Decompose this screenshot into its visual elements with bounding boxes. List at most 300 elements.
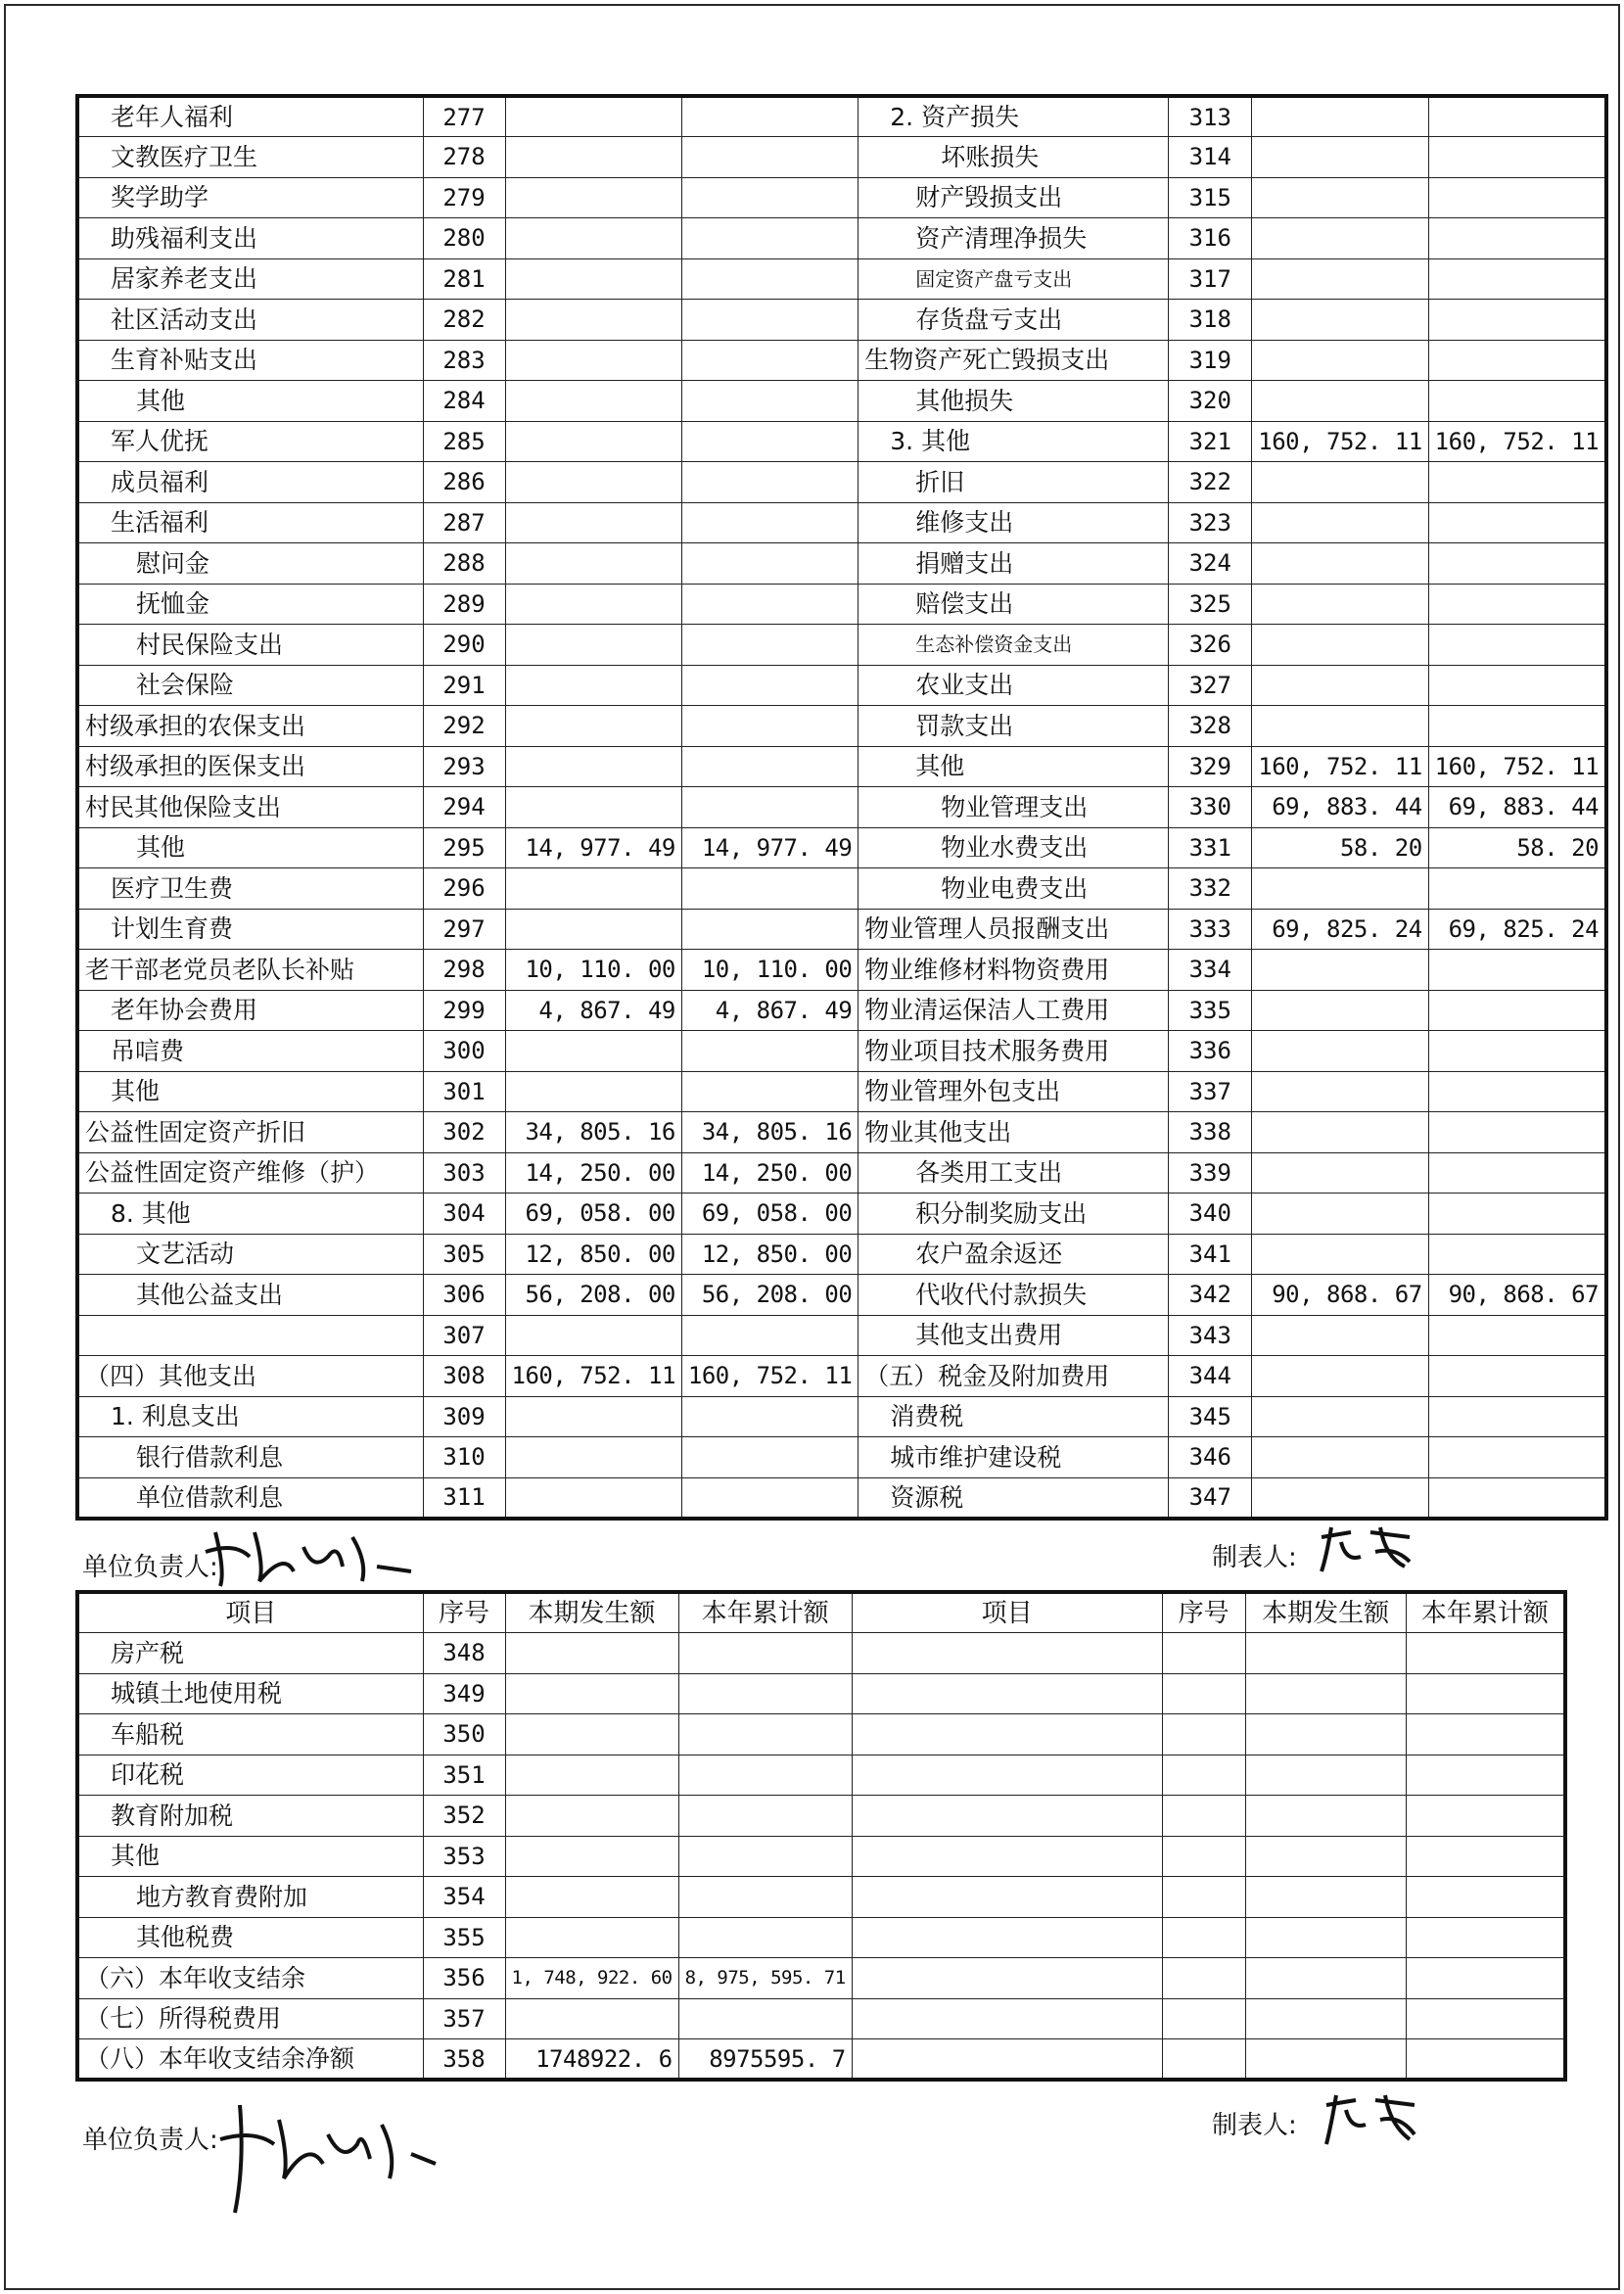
row-number: 282 <box>423 300 505 341</box>
item-name: 物业管理外包支出 <box>858 1071 1169 1112</box>
ytd-amount <box>1428 1031 1606 1072</box>
item-name: 公益性固定资产折旧 <box>77 1112 423 1153</box>
item-name: 消费税 <box>858 1396 1169 1437</box>
ytd-amount: 14, 250. 00 <box>681 1152 858 1194</box>
ytd-amount <box>1428 950 1606 991</box>
item-name: 赔偿支出 <box>858 584 1169 625</box>
table-row <box>77 1112 1606 1153</box>
current-amount: 1748922. 6 <box>505 2039 678 2081</box>
current-amount <box>1252 300 1428 341</box>
current-amount <box>1252 584 1428 625</box>
item-name: 印花税 <box>77 1755 423 1796</box>
row-number: 283 <box>423 340 505 381</box>
ytd-amount <box>681 1315 858 1356</box>
item-name: 坏账损失 <box>858 137 1169 178</box>
row-number: 337 <box>1169 1071 1252 1112</box>
row-number: 314 <box>1169 137 1252 178</box>
empty-cell <box>1162 1673 1245 1714</box>
item-name: 2. 资产损失 <box>858 96 1169 137</box>
responsible-signature-1 <box>196 1513 421 1591</box>
current-amount <box>1252 1437 1428 1478</box>
empty-cell <box>1245 1836 1406 1877</box>
current-amount <box>1252 1194 1428 1235</box>
item-name: 物业管理人员报酬支出 <box>858 909 1169 950</box>
ytd-amount <box>678 1755 852 1796</box>
current-amount: 69, 825. 24 <box>1252 909 1428 950</box>
empty-cell <box>1162 1796 1245 1837</box>
row-number: 298 <box>423 950 505 991</box>
table-row <box>77 706 1606 747</box>
empty-cell <box>852 1836 1162 1877</box>
item-name: 8. 其他 <box>77 1194 423 1235</box>
current-amount <box>505 1477 681 1519</box>
current-amount <box>505 300 681 341</box>
table-row <box>77 137 1606 178</box>
table-row <box>77 1755 1565 1796</box>
table-row <box>77 502 1606 543</box>
row-number: 354 <box>423 1877 505 1918</box>
ytd-amount <box>1428 340 1606 381</box>
ytd-amount <box>678 1917 852 1958</box>
table-row <box>77 1998 1565 2039</box>
current-amount <box>1252 868 1428 910</box>
current-amount <box>1252 340 1428 381</box>
row-number: 330 <box>1169 787 1252 828</box>
current-amount <box>505 96 681 137</box>
ytd-amount <box>681 421 858 462</box>
row-number: 287 <box>423 502 505 543</box>
row-number: 324 <box>1169 543 1252 585</box>
current-amount <box>505 909 681 950</box>
ytd-amount: 69, 883. 44 <box>1428 787 1606 828</box>
item-name: 罚款支出 <box>858 706 1169 747</box>
item-name: 积分制奖励支出 <box>858 1194 1169 1235</box>
ytd-amount <box>678 1998 852 2039</box>
table-row <box>77 340 1606 381</box>
ytd-amount <box>1428 137 1606 178</box>
empty-cell <box>1245 1714 1406 1756</box>
empty-cell <box>1162 1917 1245 1958</box>
responsible-label-1: 单位负责人: <box>82 1553 218 1582</box>
ytd-amount <box>681 258 858 300</box>
row-number: 347 <box>1169 1477 1252 1519</box>
current-amount <box>505 177 681 218</box>
item-name: 公益性固定资产维修（护） <box>77 1152 423 1194</box>
ytd-amount <box>1428 1071 1606 1112</box>
ytd-amount: 90, 868. 67 <box>1428 1275 1606 1316</box>
ytd-amount: 4, 867. 49 <box>681 990 858 1031</box>
empty-cell <box>1245 1877 1406 1918</box>
ytd-amount <box>678 1633 852 1674</box>
table-row <box>77 1152 1606 1194</box>
ytd-amount <box>1428 1477 1606 1519</box>
row-number: 349 <box>423 1673 505 1714</box>
item-name: 城市维护建设税 <box>858 1437 1169 1478</box>
ytd-amount <box>1428 1356 1606 1397</box>
current-amount: 56, 208. 00 <box>505 1275 681 1316</box>
table-row <box>77 1031 1606 1072</box>
ytd-amount <box>681 909 858 950</box>
table-row <box>77 1633 1565 1674</box>
empty-cell <box>1406 1633 1565 1674</box>
current-amount <box>1252 502 1428 543</box>
row-number: 309 <box>423 1396 505 1437</box>
row-number: 278 <box>423 137 505 178</box>
ytd-amount <box>1428 543 1606 585</box>
ytd-amount: 69, 825. 24 <box>1428 909 1606 950</box>
current-amount <box>505 218 681 259</box>
table-row <box>77 1071 1606 1112</box>
empty-cell <box>1406 1755 1565 1796</box>
row-number: 319 <box>1169 340 1252 381</box>
row-number: 300 <box>423 1031 505 1072</box>
item-name: 物业维修材料物资费用 <box>858 950 1169 991</box>
current-amount <box>1252 1071 1428 1112</box>
empty-cell <box>852 1755 1162 1796</box>
current-amount <box>1252 177 1428 218</box>
table-row <box>77 1917 1565 1958</box>
item-name: 物业电费支出 <box>858 868 1169 910</box>
current-amount: 160, 752. 11 <box>1252 421 1428 462</box>
empty-cell <box>1245 1958 1406 1999</box>
current-amount <box>505 258 681 300</box>
row-number: 357 <box>423 1998 505 2039</box>
empty-cell <box>852 1714 1162 1756</box>
current-amount <box>505 1998 678 2039</box>
item-name: 物业清运保洁人工费用 <box>858 990 1169 1031</box>
empty-cell <box>852 1958 1162 1999</box>
current-amount: 14, 977. 49 <box>505 827 681 868</box>
ytd-amount <box>681 1396 858 1437</box>
current-amount <box>1252 990 1428 1031</box>
empty-cell <box>1406 1714 1565 1756</box>
ytd-amount <box>1428 300 1606 341</box>
empty-cell <box>852 1917 1162 1958</box>
item-name: （五）税金及附加费用 <box>858 1356 1169 1397</box>
row-number: 335 <box>1169 990 1252 1031</box>
empty-cell <box>1245 2039 1406 2081</box>
ytd-amount: 160, 752. 11 <box>1428 421 1606 462</box>
current-amount <box>1252 1315 1428 1356</box>
empty-cell <box>1406 1998 1565 2039</box>
ytd-amount: 160, 752. 11 <box>681 1356 858 1397</box>
ytd-amount <box>1428 177 1606 218</box>
ytd-amount <box>681 625 858 666</box>
table-row <box>77 1194 1606 1235</box>
row-number: 290 <box>423 625 505 666</box>
current-amount <box>505 381 681 422</box>
item-name: 单位借款利息 <box>77 1477 423 1519</box>
current-amount <box>505 584 681 625</box>
ytd-amount <box>681 1071 858 1112</box>
ytd-amount <box>1428 584 1606 625</box>
ytd-amount <box>1428 665 1606 706</box>
ytd-amount <box>681 96 858 137</box>
table-row <box>77 868 1606 910</box>
item-name: 房产税 <box>77 1633 423 1674</box>
ytd-amount <box>1428 1194 1606 1235</box>
ytd-amount <box>681 1031 858 1072</box>
empty-cell <box>1245 1633 1406 1674</box>
row-number: 351 <box>423 1755 505 1796</box>
empty-cell <box>1245 1917 1406 1958</box>
item-name: 军人优抚 <box>77 421 423 462</box>
current-amount <box>505 1673 678 1714</box>
item-name: 物业项目技术服务费用 <box>858 1031 1169 1072</box>
table-row <box>77 1877 1565 1918</box>
item-name: 其他 <box>858 746 1169 787</box>
current-amount <box>505 1836 678 1877</box>
empty-cell <box>1406 2039 1565 2081</box>
responsible-label-2: 单位负责人: <box>82 2126 218 2155</box>
item-name: 车船税 <box>77 1714 423 1756</box>
row-number: 291 <box>423 665 505 706</box>
ytd-amount: 8975595. 7 <box>678 2039 852 2081</box>
row-number: 315 <box>1169 177 1252 218</box>
item-name: 物业管理支出 <box>858 787 1169 828</box>
row-number: 320 <box>1169 381 1252 422</box>
current-amount <box>505 1633 678 1674</box>
item-name: 3. 其他 <box>858 421 1169 462</box>
empty-cell <box>852 1998 1162 2039</box>
ytd-amount <box>681 706 858 747</box>
current-amount <box>505 665 681 706</box>
ytd-amount <box>681 218 858 259</box>
row-number: 307 <box>423 1315 505 1356</box>
empty-cell <box>852 1796 1162 1837</box>
row-number: 329 <box>1169 746 1252 787</box>
item-name: 社会保险 <box>77 665 423 706</box>
row-number: 297 <box>423 909 505 950</box>
item-name: （八）本年收支结余净额 <box>77 2039 423 2081</box>
item-name: 城镇土地使用税 <box>77 1673 423 1714</box>
ytd-amount <box>681 381 858 422</box>
ytd-amount <box>681 1437 858 1478</box>
item-name: （四）其他支出 <box>77 1356 423 1397</box>
item-name: 生活福利 <box>77 502 423 543</box>
empty-cell <box>1406 1917 1565 1958</box>
ytd-amount <box>678 1673 852 1714</box>
item-name: 存货盘亏支出 <box>858 300 1169 341</box>
current-amount <box>505 1396 681 1437</box>
current-amount: 10, 110. 00 <box>505 950 681 991</box>
table-row <box>77 421 1606 462</box>
row-number: 331 <box>1169 827 1252 868</box>
ytd-amount <box>1428 96 1606 137</box>
current-amount <box>505 1437 681 1478</box>
current-amount <box>505 787 681 828</box>
empty-cell <box>1162 2039 1245 2081</box>
current-amount: 90, 868. 67 <box>1252 1275 1428 1316</box>
empty-cell <box>1406 1836 1565 1877</box>
current-amount: 160, 752. 11 <box>505 1356 681 1397</box>
item-name: 其他支出费用 <box>858 1315 1169 1356</box>
table-row <box>77 746 1606 787</box>
row-number: 322 <box>1169 462 1252 503</box>
row-number: 345 <box>1169 1396 1252 1437</box>
ytd-amount <box>678 1836 852 1877</box>
item-name: 折旧 <box>858 462 1169 503</box>
row-number: 323 <box>1169 502 1252 543</box>
item-name: 其他税费 <box>77 1917 423 1958</box>
ytd-amount: 69, 058. 00 <box>681 1194 858 1235</box>
item-name: 医疗卫生费 <box>77 868 423 910</box>
row-number: 336 <box>1169 1031 1252 1072</box>
row-number: 284 <box>423 381 505 422</box>
ytd-amount <box>1428 462 1606 503</box>
current-amount <box>1252 381 1428 422</box>
current-amount <box>505 706 681 747</box>
item-name: 成员福利 <box>77 462 423 503</box>
empty-cell <box>1162 1998 1245 2039</box>
row-number: 328 <box>1169 706 1252 747</box>
table-row <box>77 1315 1606 1356</box>
row-number: 293 <box>423 746 505 787</box>
current-amount <box>1252 218 1428 259</box>
row-number: 288 <box>423 543 505 585</box>
item-name: 生育补贴支出 <box>77 340 423 381</box>
current-amount <box>505 625 681 666</box>
current-amount <box>1252 1234 1428 1275</box>
table-header-row <box>77 1592 1565 1633</box>
item-name: 生物资产死亡毁损支出 <box>858 340 1169 381</box>
table-row <box>77 218 1606 259</box>
current-amount <box>1252 258 1428 300</box>
item-name: 物业水费支出 <box>858 827 1169 868</box>
row-number: 321 <box>1169 421 1252 462</box>
current-amount <box>1252 462 1428 503</box>
current-amount: 69, 058. 00 <box>505 1194 681 1235</box>
item-name <box>77 1315 423 1356</box>
table-row <box>77 1396 1606 1437</box>
item-name: 维修支出 <box>858 502 1169 543</box>
current-amount <box>505 1755 678 1796</box>
ytd-amount <box>1428 1396 1606 1437</box>
item-name: 村级承担的农保支出 <box>77 706 423 747</box>
row-number: 356 <box>423 1958 505 1999</box>
current-amount <box>505 137 681 178</box>
ytd-amount <box>681 665 858 706</box>
table-row <box>77 1836 1565 1877</box>
row-number: 295 <box>423 827 505 868</box>
item-name: 其他公益支出 <box>77 1275 423 1316</box>
table-row <box>77 258 1606 300</box>
row-number: 310 <box>423 1437 505 1478</box>
empty-cell <box>1162 1755 1245 1796</box>
current-amount <box>1252 1477 1428 1519</box>
row-number: 305 <box>423 1234 505 1275</box>
item-name: 各类用工支出 <box>858 1152 1169 1194</box>
empty-cell <box>1162 1958 1245 1999</box>
current-amount: 160, 752. 11 <box>1252 746 1428 787</box>
row-number: 358 <box>423 2039 505 2081</box>
item-name: 文艺活动 <box>77 1234 423 1275</box>
item-name: 计划生育费 <box>77 909 423 950</box>
item-name: 农业支出 <box>858 665 1169 706</box>
header-ytd-right: 本年累计额 <box>1406 1592 1565 1633</box>
table-row <box>77 1356 1606 1397</box>
item-name: 其他 <box>77 1836 423 1877</box>
table-row <box>77 381 1606 422</box>
empty-cell <box>1406 1673 1565 1714</box>
row-number: 350 <box>423 1714 505 1756</box>
preparer-label-1: 制表人: <box>1212 1543 1297 1572</box>
row-number: 281 <box>423 258 505 300</box>
row-number: 301 <box>423 1071 505 1112</box>
row-number: 289 <box>423 584 505 625</box>
ytd-amount <box>1428 1234 1606 1275</box>
ytd-amount <box>1428 381 1606 422</box>
empty-cell <box>1162 1714 1245 1756</box>
empty-cell <box>852 1877 1162 1918</box>
header-current: 本期发生额 <box>505 1592 678 1633</box>
ytd-amount <box>1428 502 1606 543</box>
current-amount <box>1252 543 1428 585</box>
row-number: 306 <box>423 1275 505 1316</box>
item-name: 村民其他保险支出 <box>77 787 423 828</box>
current-amount <box>1252 137 1428 178</box>
ytd-amount <box>1428 1437 1606 1478</box>
item-name: 其他 <box>77 381 423 422</box>
current-amount <box>505 1071 681 1112</box>
row-number: 303 <box>423 1152 505 1194</box>
ytd-amount <box>681 584 858 625</box>
ytd-amount <box>681 177 858 218</box>
ytd-amount: 34, 805. 16 <box>681 1112 858 1153</box>
table-row <box>77 1234 1606 1275</box>
item-name: 慰问金 <box>77 543 423 585</box>
current-amount <box>505 462 681 503</box>
ytd-amount <box>1428 706 1606 747</box>
row-number: 348 <box>423 1633 505 1674</box>
current-amount <box>1252 625 1428 666</box>
item-name: 村级承担的医保支出 <box>77 746 423 787</box>
row-number: 327 <box>1169 665 1252 706</box>
item-name: 其他 <box>77 827 423 868</box>
current-amount <box>1252 706 1428 747</box>
row-number: 277 <box>423 96 505 137</box>
row-number: 299 <box>423 990 505 1031</box>
item-name: 资产清理净损失 <box>858 218 1169 259</box>
row-number: 313 <box>1169 96 1252 137</box>
current-amount: 1, 748, 922. 60 <box>505 1958 678 1999</box>
ytd-amount <box>681 137 858 178</box>
row-number: 311 <box>423 1477 505 1519</box>
current-amount <box>1252 950 1428 991</box>
current-amount: 34, 805. 16 <box>505 1112 681 1153</box>
item-name: 老干部老党员老队长补贴 <box>77 950 423 991</box>
ytd-amount <box>681 787 858 828</box>
ytd-amount <box>678 1796 852 1837</box>
row-number: 343 <box>1169 1315 1252 1356</box>
row-number: 333 <box>1169 909 1252 950</box>
preparer-signature-1 <box>1312 1518 1419 1576</box>
ytd-amount: 160, 752. 11 <box>1428 746 1606 787</box>
ytd-amount: 8, 975, 595. 71 <box>678 1958 852 1999</box>
row-number: 340 <box>1169 1194 1252 1235</box>
row-number: 339 <box>1169 1152 1252 1194</box>
ytd-amount <box>1428 1315 1606 1356</box>
responsible-signature-2 <box>215 2095 441 2223</box>
table-row <box>77 665 1606 706</box>
current-amount <box>505 340 681 381</box>
ytd-amount <box>678 1714 852 1756</box>
empty-cell <box>852 1633 1162 1674</box>
ytd-amount <box>1428 1112 1606 1153</box>
current-amount <box>1252 1356 1428 1397</box>
row-number: 280 <box>423 218 505 259</box>
row-number: 317 <box>1169 258 1252 300</box>
